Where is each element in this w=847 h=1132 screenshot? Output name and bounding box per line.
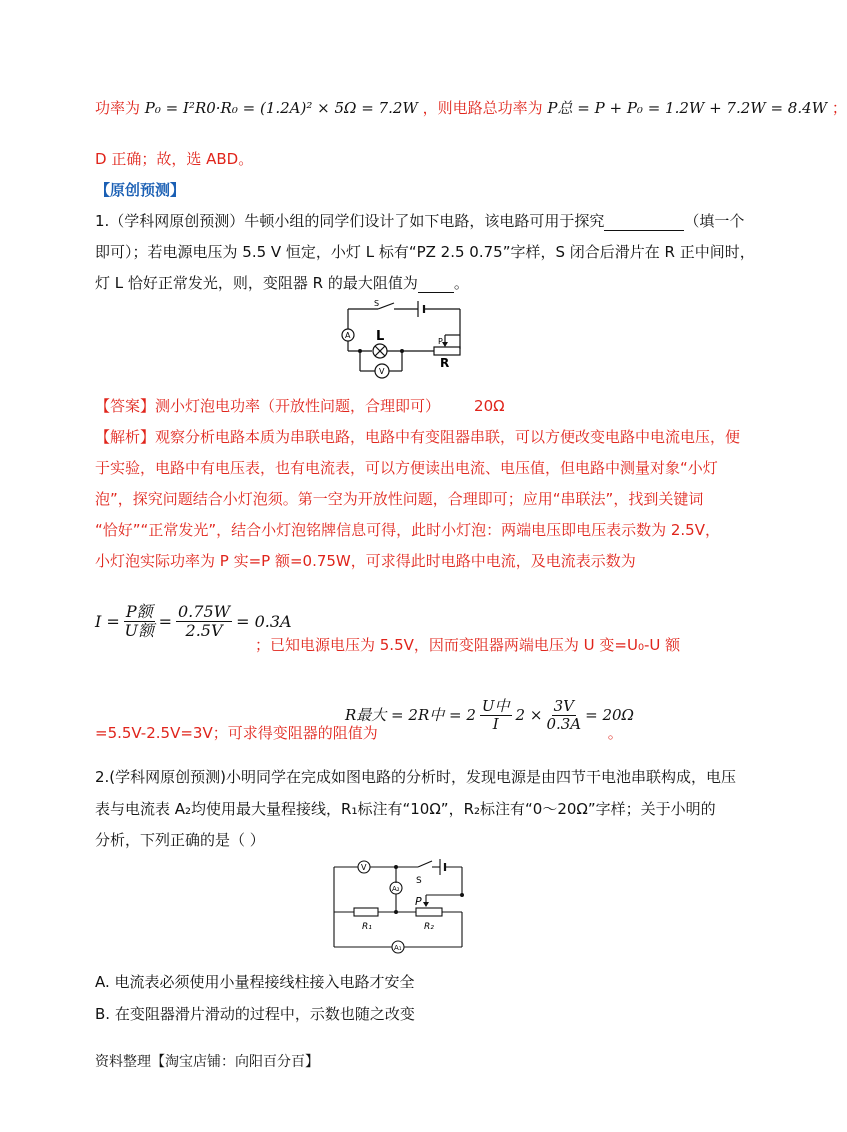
q1-ammeter-label: A [345, 331, 351, 340]
q2-r1-label: R₁ [362, 922, 372, 932]
q2-line3: 分析，下列正确的是（ ） [95, 831, 265, 849]
footer: 资料整理【淘宝店铺：向阳百分百】 [95, 1054, 319, 1070]
q1-analysis-l2: 于实验，电路中有电压表，也有电流表，可以方便读出电流、电压值，但电路中测量对象“小灯 [95, 459, 718, 477]
q2-option-b: B. 在变阻器滑片滑动的过程中，示数也随之改变 [95, 1005, 415, 1023]
q1-voltmeter-label: V [379, 367, 385, 376]
q1-lamp-label: L [376, 329, 385, 344]
slider-arrow-icon [442, 342, 448, 347]
section-title: 【原创预测】 [95, 181, 186, 199]
q2-line1: 2.(学科网原创预测)小明同学在完成如图电路的分析时，发现电源是由四节干电池串联构成，电压 [95, 768, 737, 786]
conclusion-line: D 正确；故，选 ABD。 [95, 150, 254, 168]
q1-line3: 灯 L 恰好正常发光，则，变阻器 R 的最大阻值为 。 [95, 274, 469, 292]
q1-analysis-l5: 小灯泡实际功率为 P 实=P 额=0.75W，可求得此时电路中电流，及电流表示数为 [95, 552, 636, 570]
total-power-equation: P总 = P + P₀ = 1.2W + 7.2W = 8.4W [547, 99, 828, 117]
q2-option-a: A. 电流表必须使用小量程接线柱接入电路才安全 [95, 973, 415, 991]
q1-line1: 1.（学科网原创预测）牛顿小组的同学们设计了如下电路，该电路可用于探究 （填一个 [95, 212, 745, 230]
q1-slider-label: P [438, 337, 443, 346]
q2-ammeter2-label: A₂ [392, 885, 400, 893]
resistance-equation: R最大 = 2R中 = 2 $\frac{\text{U中}}{I}$ 2 × $\frac{3V}{0.3A}$ = 20Ω [345, 697, 634, 733]
current-equation: I = $\frac{\text{P额}}{\text{U额}}$ = $\frac{0.75W}{2.5V}$ = 0.3A [95, 602, 292, 640]
power-equation: P₀ = I²R0·R₀ = (1.2A)² × 5Ω = 7.2W [144, 99, 418, 117]
q1-line2: 即可）；若电源电压为 5.5 V 恒定，小灯 L 标有“PZ 2.5 0.75”字样，S 闭合后滑片在 R 正中间时， [95, 243, 755, 261]
q1-analysis-l7: =5.5V-2.5V=3V；可求得变阻器的阻值为 。 [95, 724, 623, 742]
q2-switch-label: S [416, 876, 422, 886]
q2-line2: 表与电流表 A₂均使用最大量程接线，R₁标注有“10Ω”，R₂标注有“0～20Ω”字样；关于小明的 [95, 800, 716, 818]
q1-analysis-l3: 泡”，探究问题结合小灯泡须。第一空为开放性问题，合理即可；应用“串联法”，找到关键词 [95, 490, 704, 508]
q2-voltmeter-label: V [361, 863, 367, 872]
q1-analysis-l1: 【解析】观察分析电路本质为串联电路，电路中有变阻器串联，可以方便改变电路中电流电压，便 [95, 428, 741, 446]
power-line: 功率为 P₀ = I²R0·R₀ = (1.2A)² × 5Ω = 7.2W ，则电路总功率为 P总 = P + P₀ = 1.2W + 7.2W = 8.4W ； [95, 99, 847, 117]
q1-blank-2 [418, 278, 454, 293]
q1-rheostat-label: R [440, 356, 450, 370]
q2-slider-arrow-icon [423, 902, 429, 907]
q2-ammeter1-label: A₁ [394, 944, 402, 952]
q1-analysis-l4: “恰好”“正常发光”，结合小灯泡铭牌信息可得，此时小灯泡：两端电压即电压表示数为 2.5V， [95, 521, 720, 539]
q1-answer: 【答案】测小灯泡电功率（开放性问题，合理即可） 20Ω [95, 397, 505, 415]
q1-circuit-diagram [330, 295, 470, 385]
q1-analysis-l6: ；已知电源电压为 5.5V，因而变阻器两端电压为 U 变=U₀-U 额 [255, 636, 681, 654]
q2-r2-label: R₂ [424, 922, 434, 932]
q1-switch-label: S [374, 299, 380, 308]
q1-blank-1 [604, 216, 684, 231]
q2-circuit-diagram [330, 855, 475, 955]
q2-slider-label: P [415, 895, 422, 908]
